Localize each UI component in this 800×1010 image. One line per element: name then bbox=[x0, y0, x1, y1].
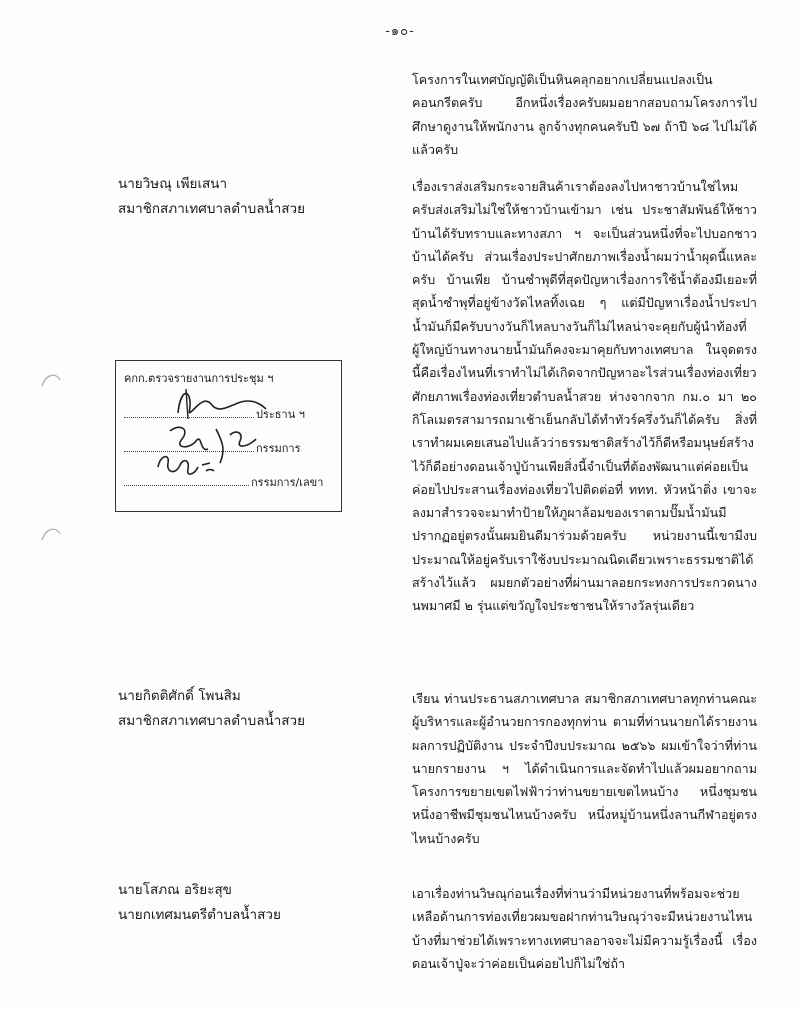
signature-secretary bbox=[150, 447, 230, 483]
speaker-role: นายกเทศมนตรีตำบลน้ำสวย bbox=[118, 907, 281, 923]
speaker-role: สมาชิกสภาเทศบาลตำบลน้ำสวย bbox=[118, 713, 306, 729]
page-number: -๑๐- bbox=[385, 24, 415, 39]
punch-hole-mark bbox=[40, 368, 62, 390]
stamp-role-label: กรรมการ/เลขา bbox=[251, 476, 324, 489]
speaker-role: สมาชิกสภาเทศบาลตำบลน้ำสวย bbox=[118, 201, 306, 217]
intro-paragraph bbox=[412, 68, 757, 161]
speaker-name: นายวิษณุ เพียเสนา bbox=[118, 176, 228, 192]
speaker-block bbox=[118, 172, 305, 222]
speaker-name: นายโสภณ อริยะสุข bbox=[118, 882, 232, 898]
speech-paragraph bbox=[412, 882, 757, 975]
speech-paragraph bbox=[412, 175, 757, 618]
signature-chair bbox=[166, 383, 276, 423]
stamp-role-label: ประธาน ฯ bbox=[256, 408, 305, 421]
stamp-role-label: กรรมการ bbox=[256, 442, 301, 455]
speech-text: เรียน ท่านประธานสภาเทศบาล สมาชิกสภาเทศบาลทุกท่านคณะผู้บริหารและผู้อำนวยการกองทุกท่าน ตามที่ท่านนายกได้รายงานผลการปฏิบัติงาน ประจำปีงบประมาณ ๒๕๖๖ ผมเข้าใจว่าที่ท่านนายกรายงาน ฯ ได้ดำเนินการและจัดทำไปแล้วผมอยากถามโครงการขยายเขตไฟฟ้าว่าท่านขยายเขตไหนบ้าง หนึ่งชุมชนหนึ่งอาชีพมีชุมชนไหนบ้างครับ หนึ่งหมู่บ้านหนึ่งลานกีฬาอยู่ตรงไหนบ้างครับ bbox=[412, 691, 757, 846]
speech-text: เอาเรื่องท่านวิษณุก่อนเรื่องที่ท่านว่ามีหน่วยงานที่พร้อมจะช่วยเหลือด้านการท่องเที่ยวผมขอฝากท่านวิษณุว่าจะมีหน่วยงานไหนบ้างที่มาช่วยได้เพราะทางเทศบาลอาจจะไม่มีความรู้เรื่องนี้ เรื่องดอนเจ้าปู่จะว่าค่อยเป็นค่อยไปก็ไม่ใช่ถ้า bbox=[412, 886, 757, 971]
speaker-block bbox=[118, 684, 305, 734]
speech-text: เรื่องเราส่งเสริมกระจายสินค้าเราต้องลงไปหาชาวบ้านใช่ไหมครับส่งเสริมไม่ใช่ให้ชาวบ้านเข้ามา เช่น ประชาสัมพันธ์ให้ชาวบ้านได้รับทราบและทางสภา ฯ จะเป็นส่วนหนึ่งที่จะไปบอกชาวบ้านได้ครับ ส่วนเรื่องประปาศักยภาพเรื่องน้ำผมว่าน้ำผุดนี้แหละครับ บ้านเพีย บ้านซำพุดีที่สุดปัญหาเรื่องการใช้น้ำต้องมีเยอะที่สุดน้ำซำพุที่อยู่ข้างวัดไหลทิ้งเฉย ๆ แต่มีปัญหาเรื่องน้ำประปาน้ำมันก็มีครับบางวันก็ไหลบางวันก็ไม่ไหลน่าจะคุยกับผู้นำท้องที่ผู้ใหญ่บ้านทางนายน้ำมันก็คงจะมาคุยกับทางเทศบาล ในจุดตรงนี้คือเรื่องไหนที่เราทำไม่ได้เกิดจากปัญหาอะไรส่วนเรื่องท่องเที่ยวศักยภาพเรื่องท่องเที่ยวตำบลน้ำสวย ห่างจากจาก กม.๐ มา ๒๐ กิโลเมตรสามารถมาเช้าเย็นกลับได้ทำทัวร์ครึ่งวันก็ได้ครับ สิ่งที่เราทำผมเคยเสนอไปแล้วว่าธรรมชาติสร้างไว้ก็ดีหรือมนุษย์สร้างไว้ก็ดีอย่างดอนเจ้าปู่บ้านเพียสิ่งนี้จำเป็นที่ต้องพัฒนาแต่ค่อยเป็นค่อยไปประสานเรื่องท่องเที่ยวไปติดต่อที่ ททท. หัวหน้าติ่ง เขาจะลงมาสำรวจจะมาทำป้ายให้ภูผาล้อมของเราตามปั๊มน้ำมันมีปรากฏอยู่ตรงนั้นผมยินดีมาร่วมด้วยครับ หน่วยงานนี้เขามีงบประมาณให้อยู่ครับเราใช้งบประมาณนิดเดียวเพราะธรรมชาติได้สร้างไว้แล้ว ผมยกตัวอย่างที่ผ่านมาลอยกระทงการประกวดนางนพมาศมี ๒ รุ่นแต่ขวัญใจประชาชนให้รางวัลรุ่นเดียว bbox=[412, 179, 757, 614]
punch-hole-mark bbox=[40, 522, 62, 544]
review-committee-stamp bbox=[115, 360, 342, 512]
speaker-block bbox=[118, 878, 281, 928]
speaker-name: นายกิตติศักดิ์ โพนสิม bbox=[118, 688, 241, 704]
signature-line bbox=[124, 485, 249, 486]
intro-text: โครงการในเทศบัญญัติเป็นหินคลุกอยากเปลี่ยนแปลงเป็นคอนกรีตครับ อีกหนึ่งเรื่องครับผมอยากสอบถามโครงการไปศึกษาดูงานให้พนักงาน ลูกจ้างทุกคนครับปี ๖๗ ถ้าปี ๖๘ ไปไม่ได้แล้วครับ bbox=[412, 72, 757, 157]
stamp-title: คกก.ตรวจรายงานการประชุม ฯ bbox=[124, 372, 274, 385]
speech-paragraph bbox=[412, 687, 757, 850]
